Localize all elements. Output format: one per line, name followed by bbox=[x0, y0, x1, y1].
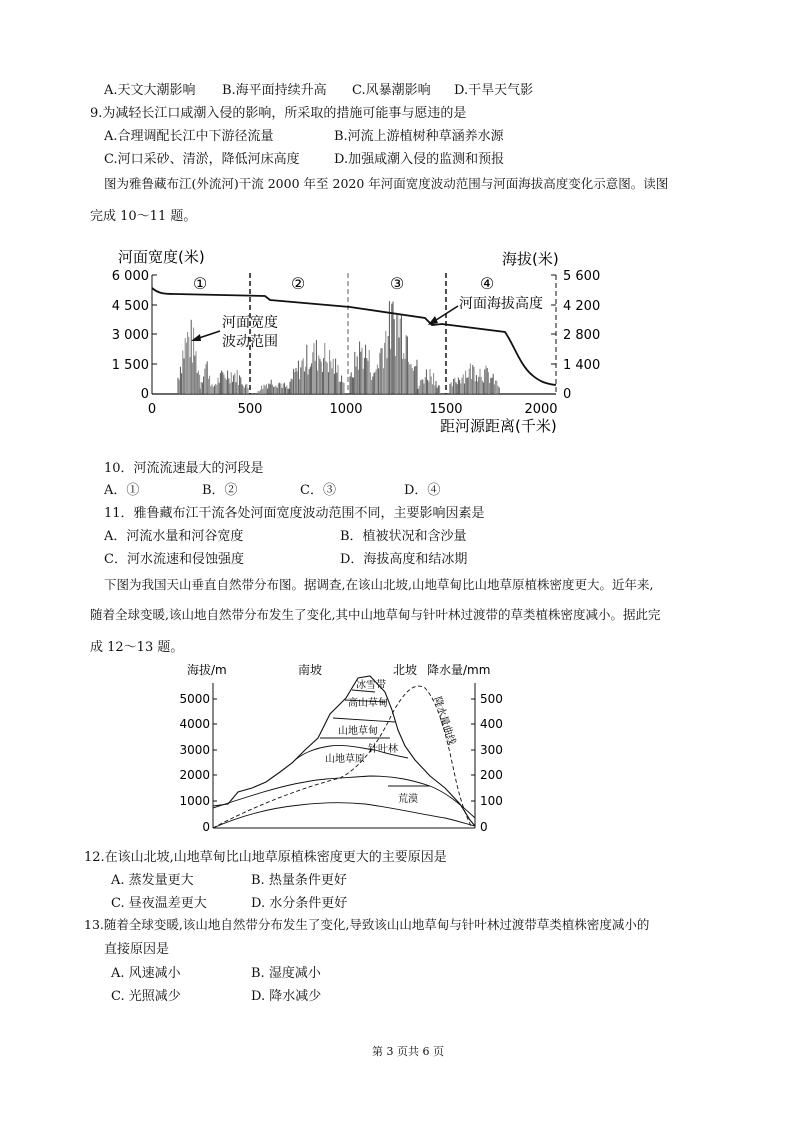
q8-option-d: D.干旱天气影 bbox=[454, 83, 534, 98]
fig1-right-tick: 5 600 bbox=[563, 269, 601, 284]
q9-option-c: C.河口采砂、清淤，降低河床高度 bbox=[104, 152, 300, 167]
q8-option-b: B.海平面持续升高 bbox=[222, 83, 327, 98]
q9-option-a: A.合理调配长江中下游径流量 bbox=[104, 129, 274, 144]
q9-option-b: B.河流上游植树种草涵养水源 bbox=[334, 129, 504, 144]
q13-stem-line1: 13.随着全球变暖,该山地自然带分布发生了变化,导致该山山地草甸与针叶林过渡带草类植株密度减小的 bbox=[84, 917, 650, 932]
fig1-x-tick: 1500 bbox=[429, 402, 463, 417]
fig2-y-right-ticks bbox=[480, 692, 503, 834]
fig1-section-3: ③ bbox=[389, 274, 405, 293]
q12-stem: 12.在该山北坡,山地草甸比山地草原植株密度更大的主要原因是 bbox=[84, 850, 447, 865]
q12-option-b: B. 热量条件更好 bbox=[251, 873, 347, 888]
fig2-right-tick: 100 bbox=[480, 794, 503, 808]
intro1-line1: 图为雅鲁藏布江(外流河)干流 2000 年至 2020 年河面宽度波动范围与河面海拔高度变化示意图。读图 bbox=[104, 176, 669, 191]
fig2-zone-mountain-steppe: 山地草原 bbox=[325, 754, 365, 765]
q10-option-b: B．② bbox=[202, 483, 238, 498]
fig2-left-tick: 0 bbox=[202, 820, 210, 834]
fig1-section-1: ① bbox=[192, 274, 208, 293]
fig1-y-right-label: 海拔(米) bbox=[502, 250, 559, 268]
q11-option-a: A．河流水量和河谷宽度 bbox=[104, 529, 244, 544]
page-footer: 第 3 页共 6 页 bbox=[372, 1045, 444, 1058]
fig1-x-ticks bbox=[148, 402, 558, 417]
fig2-y-right-label: 降水量/mm bbox=[427, 663, 491, 677]
fig2-zone-alpine-meadow: 高山草甸 bbox=[348, 698, 388, 709]
fig1-x-tick: 1000 bbox=[329, 402, 363, 417]
q11-options-row1 bbox=[104, 525, 467, 544]
q12-option-c: C. 昼夜温差更大 bbox=[111, 896, 207, 911]
intro1-line2: 完成 10～11 题。 bbox=[90, 209, 197, 224]
fig2-zone-conifer: 针叶林 bbox=[368, 744, 398, 755]
q9-options-row1 bbox=[104, 125, 504, 144]
fig2-right-tick: 200 bbox=[480, 768, 503, 782]
q9-options-row2 bbox=[104, 148, 504, 167]
q8-options bbox=[104, 79, 533, 98]
q12-options-row1 bbox=[111, 869, 347, 888]
q10-option-a: A．① bbox=[104, 483, 140, 498]
fig2-tick-marks bbox=[213, 699, 475, 801]
q13-option-b: B. 湿度减小 bbox=[251, 966, 321, 981]
fig2-left-tick: 5000 bbox=[179, 692, 210, 706]
q8-option-c: C.风暴潮影响 bbox=[352, 83, 431, 98]
fig2-zone-snow: 冰雪带 bbox=[356, 680, 386, 691]
fig1-section-2: ② bbox=[290, 274, 306, 293]
fig2-left-tick: 4000 bbox=[179, 717, 210, 731]
fig2-north-label: 北坡 bbox=[393, 663, 418, 677]
q12-options-row2 bbox=[111, 892, 347, 911]
intro2-line2: 随着全球变暖,该山地自然带分布发生了变化,其中山地草甸与针叶林过渡带的草类植株密度减小。据此完 bbox=[90, 607, 661, 622]
intro2-line1: 下图为我国天山垂直自然带分布图。据调查,在该山北坡,山地草甸比山地草原植株密度更大。近年来, bbox=[104, 577, 654, 592]
q13-stem-line2: 直接原因是 bbox=[104, 942, 170, 957]
q11-stem: 11．雅鲁藏布江干流各处河面宽度波动范围不同，主要影响因素是 bbox=[104, 506, 485, 521]
fig1-annot-width-2: 波动范围 bbox=[222, 334, 278, 350]
fig2-y-left-ticks bbox=[179, 692, 210, 834]
fig1-left-tick: 1 500 bbox=[111, 358, 149, 373]
q11-options-row2 bbox=[104, 548, 467, 567]
fig2-left-tick: 1000 bbox=[179, 794, 210, 808]
q13-option-d: D. 降水减少 bbox=[251, 989, 322, 1004]
fig2-left-tick: 3000 bbox=[179, 743, 210, 757]
q13-option-a: A. 风速减小 bbox=[111, 966, 181, 981]
q11-option-d: D．海拔高度和结冰期 bbox=[340, 552, 468, 567]
q13-options-row2 bbox=[111, 985, 321, 1004]
fig2-zone-desert: 荒漠 bbox=[398, 794, 418, 805]
fig1-y-left-label: 河面宽度(米) bbox=[118, 248, 205, 266]
fig1-y-left-ticks bbox=[112, 269, 149, 402]
fig2-right-tick: 500 bbox=[480, 692, 503, 706]
fig1-right-tick: 0 bbox=[563, 387, 572, 402]
figure-river-width-altitude bbox=[0, 235, 794, 450]
fig1-left-tick: 6 000 bbox=[111, 269, 149, 284]
fig1-x-label: 距河源距离(千米) bbox=[440, 417, 557, 435]
figure-tianshan-zones bbox=[0, 658, 794, 838]
fig1-section-4: ④ bbox=[479, 274, 495, 293]
fig1-annot-altitude: 河面海拔高度 bbox=[459, 296, 543, 312]
q10-stem: 10．河流流速最大的河段是 bbox=[104, 461, 264, 476]
q12-option-a: A. 蒸发量更大 bbox=[111, 873, 194, 888]
fig1-left-tick: 3 000 bbox=[111, 328, 149, 343]
fig1-x-tick: 500 bbox=[237, 402, 263, 417]
q10-option-d: D．④ bbox=[404, 483, 441, 498]
q9-stem: 9.为减轻长江口咸潮入侵的影响，所采取的措施可能事与愿违的是 bbox=[90, 106, 467, 121]
fig1-annot-width-1: 河面宽度 bbox=[222, 315, 278, 331]
fig1-x-tick: 0 bbox=[147, 402, 157, 417]
fig1-right-tick: 2 800 bbox=[563, 328, 601, 343]
fig1-right-tick: 4 200 bbox=[563, 299, 601, 314]
fig2-right-tick: 400 bbox=[480, 717, 503, 731]
fig2-south-label: 南坡 bbox=[298, 663, 323, 677]
fig1-x-tick: 2000 bbox=[524, 402, 558, 417]
fig1-y-right-ticks bbox=[563, 269, 600, 402]
fig2-y-left-label: 海拔/m bbox=[187, 663, 227, 677]
fig2-left-tick: 2000 bbox=[179, 768, 210, 782]
fig1-left-tick: 0 bbox=[140, 387, 149, 402]
fig2-right-tick: 300 bbox=[480, 743, 503, 757]
fig1-right-tick: 1 400 bbox=[563, 358, 601, 373]
q10-options bbox=[104, 479, 440, 498]
q12-option-d: D. 水分条件更好 bbox=[251, 896, 348, 911]
fig2-precip-label: 降水量曲线 bbox=[431, 695, 458, 747]
fig2-right-tick: 0 bbox=[480, 820, 488, 834]
fig1-tick-marks bbox=[152, 275, 556, 364]
q10-option-c: C．③ bbox=[300, 483, 336, 498]
q13-options-row1 bbox=[111, 962, 321, 981]
q8-option-a: A.天文大潮影响 bbox=[104, 83, 196, 98]
fig1-left-tick: 4 500 bbox=[111, 299, 149, 314]
fig2-zone-mountain-meadow: 山地草甸 bbox=[338, 726, 378, 737]
fig1-arrowhead-width bbox=[191, 334, 201, 341]
q9-option-d: D.加强咸潮入侵的监测和预报 bbox=[334, 152, 505, 167]
q11-option-c: C．河水流速和侵蚀强度 bbox=[104, 552, 244, 567]
q11-option-b: B．植被状况和含沙量 bbox=[340, 529, 467, 544]
intro2-line3: 成 12～13 题。 bbox=[90, 640, 184, 655]
q13-option-c: C. 光照减少 bbox=[111, 989, 181, 1004]
fig1-section-labels bbox=[193, 274, 494, 293]
